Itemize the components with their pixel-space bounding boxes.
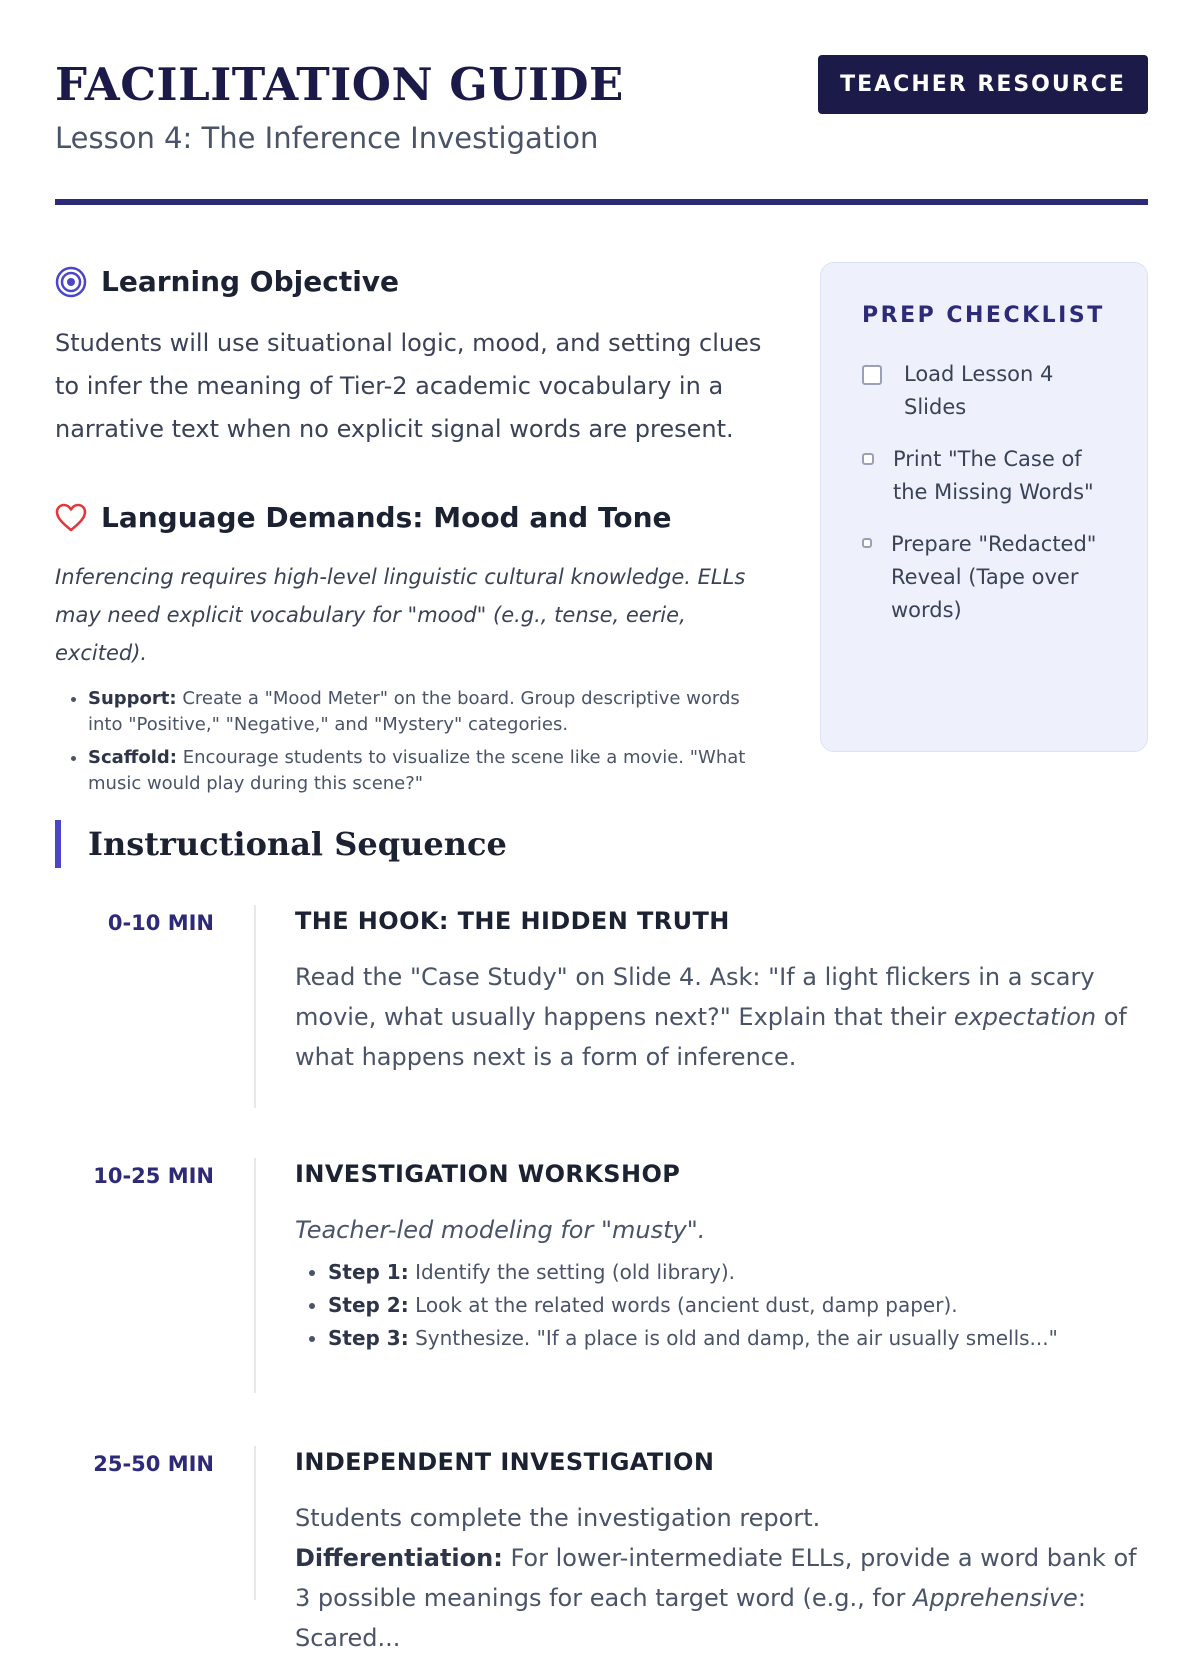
target-icon [55, 266, 87, 298]
step-label: Step 3: [328, 1326, 409, 1350]
step-list [295, 1256, 1148, 1355]
checkbox[interactable] [862, 365, 882, 385]
step-text: Identify the setting (old library). [408, 1260, 735, 1284]
checklist-item-label: Print "The Case of the Missing Words" [893, 447, 1094, 504]
block-content [295, 905, 1148, 1077]
checklist-item-label: Load Lesson 4 Slides [904, 362, 1054, 419]
block-text-part: of what happens next is a form of inference. [295, 1003, 1127, 1071]
checkbox[interactable] [862, 538, 872, 548]
block-time: 10-25 MIN [93, 1164, 214, 1188]
objective-heading-row [55, 260, 775, 304]
list-item [328, 1289, 1148, 1322]
block-time: 0-10 MIN [107, 911, 214, 935]
block-text: Students complete the investigation report. [295, 1504, 821, 1532]
language-intro: Inferencing requires high-level linguistic cultural knowledge. ELLs may need explicit vocabulary for "mood" (e.g., tense, eerie, excited). [55, 565, 746, 665]
block-title: THE HOOK: THE HIDDEN TRUTH [295, 907, 730, 935]
timeline-line [254, 905, 256, 1108]
sequence-heading: Instructional Sequence [88, 825, 507, 863]
step-label: Step 2: [328, 1293, 409, 1317]
sequence-accent-bar [55, 820, 61, 868]
checkbox[interactable] [862, 453, 874, 465]
differentiation-part: For lower-intermediate ELLs, provide a word bank of 3 possible meanings for each target word (e.g., for [295, 1544, 1137, 1612]
differentiation-label: Differentiation: [295, 1544, 503, 1572]
block-title: INDEPENDENT INVESTIGATION [295, 1448, 715, 1476]
step-text: Look at the related words (ancient dust, damp paper). [408, 1293, 958, 1317]
page-header [55, 55, 1148, 205]
left-column [55, 260, 775, 804]
support-text: Create a "Mood Meter" on the board. Group descriptive words into "Positive," "Negative," and "Mystery" categories. [88, 688, 740, 735]
language-support-list [55, 686, 775, 797]
objective-text: Students will use situational logic, mood, and setting clues to infer the meaning of Tier-2 academic vocabulary in a narrative text when no explicit signal words are present. [55, 329, 762, 443]
scaffold-label: Scaffold: [88, 747, 177, 768]
support-label: Support: [88, 688, 177, 709]
checklist-item[interactable] [862, 528, 1112, 627]
step-label: Step 1: [328, 1260, 409, 1284]
checklist-item-label: Prepare "Redacted" Reveal (Tape over words) [891, 532, 1097, 622]
list-item [328, 1256, 1148, 1289]
language-heading: Language Demands: Mood and Tone [101, 501, 672, 534]
heart-icon [55, 502, 87, 534]
differentiation-part: : Scared... [295, 1584, 1086, 1652]
prep-checklist-card [820, 262, 1148, 752]
facilitation-guide-page [55, 0, 1148, 1652]
block-content [295, 1158, 1148, 1355]
scaffold-text: Encourage students to visualize the scene like a movie. "What music would play during this scene?" [88, 747, 746, 794]
checklist-item[interactable] [862, 358, 1112, 424]
differentiation-emphasis: Apprehensive [912, 1584, 1078, 1612]
list-item [88, 745, 775, 797]
block-content [295, 1446, 1148, 1658]
prep-checklist-title: PREP CHECKLIST [862, 303, 1105, 328]
sequence-heading-row [55, 820, 507, 868]
objective-heading: Learning Objective [101, 265, 400, 298]
timeline-line [254, 1158, 256, 1393]
list-item [88, 686, 775, 738]
page-title: FACILITATION GUIDE [55, 58, 624, 111]
block-text-emphasis: expectation [953, 1003, 1097, 1031]
step-text: Synthesize. "If a place is old and damp, the air usually smells..." [408, 1326, 1058, 1350]
language-heading-row [55, 496, 775, 540]
list-item [328, 1322, 1148, 1355]
timeline-line [254, 1446, 256, 1600]
differentiation-text [295, 1538, 1148, 1658]
block-text [295, 957, 1148, 1077]
block-intro: Teacher-led modeling for "musty". [295, 1216, 706, 1244]
header-divider [55, 199, 1148, 205]
block-text-part: Read the "Case Study" on Slide 4. Ask: "If a light flickers in a scary movie, what usually happens next?" Explain that their [295, 963, 1095, 1031]
checklist-item[interactable] [862, 443, 1122, 509]
teacher-resource-badge: TEACHER RESOURCE [818, 55, 1148, 114]
block-title: INVESTIGATION WORKSHOP [295, 1160, 681, 1188]
page-subtitle: Lesson 4: The Inference Investigation [55, 121, 599, 155]
block-time: 25-50 MIN [93, 1452, 214, 1476]
